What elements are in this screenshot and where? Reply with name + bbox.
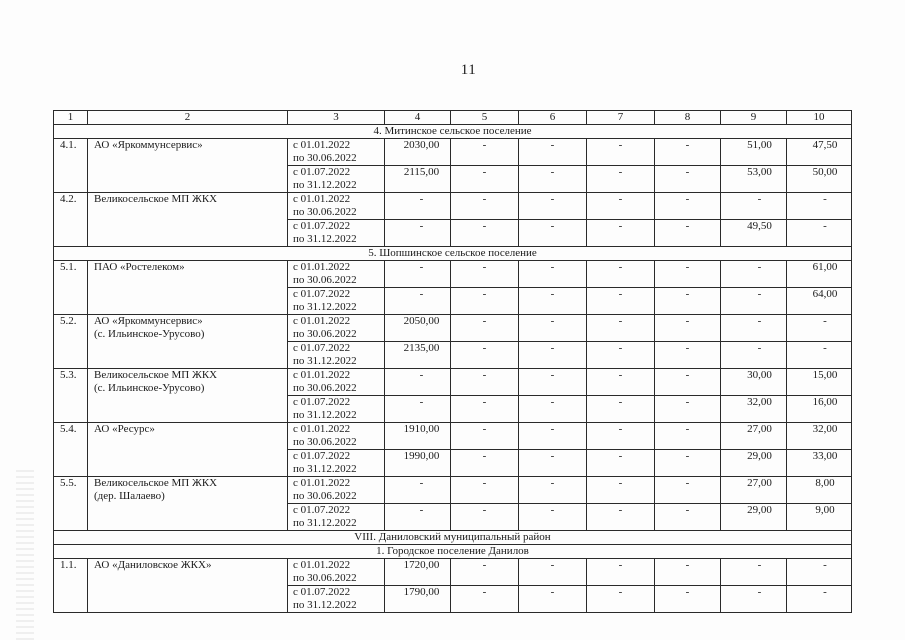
period-line: с 01.07.2022 xyxy=(293,288,351,300)
value-cell-col4: - xyxy=(385,369,451,396)
value-cell-col9: 53,00 xyxy=(721,166,787,193)
value-cell-col9: - xyxy=(721,193,787,220)
period-line: по 30.06.2022 xyxy=(293,328,357,340)
column-number-3: 3 xyxy=(288,111,385,125)
value-cell-col5: - xyxy=(451,315,519,342)
value-cell-col8: - xyxy=(655,369,721,396)
value-cell-col6: - xyxy=(519,166,587,193)
value-cell-col9: 29,00 xyxy=(721,504,787,531)
value-cell-col6: - xyxy=(519,423,587,450)
value-cell-col10: 16,00 xyxy=(787,396,852,423)
value-cell-col9: 32,00 xyxy=(721,396,787,423)
column-number-row xyxy=(54,111,852,125)
value-cell-col4: - xyxy=(385,193,451,220)
value-cell-col10: 32,00 xyxy=(787,423,852,450)
value-cell-col8: - xyxy=(655,504,721,531)
period-cell xyxy=(288,586,385,613)
organization-name xyxy=(88,193,288,247)
value-cell-col6: - xyxy=(519,504,587,531)
period-cell xyxy=(288,166,385,193)
column-number-1: 1 xyxy=(54,111,88,125)
period-line: по 31.12.2022 xyxy=(293,301,357,313)
value-cell-col4: 2030,00 xyxy=(385,139,451,166)
value-cell-col4: - xyxy=(385,220,451,247)
value-cell-col5: - xyxy=(451,450,519,477)
value-cell-col6: - xyxy=(519,396,587,423)
value-cell-col7: - xyxy=(587,315,655,342)
value-cell-col9: 29,00 xyxy=(721,450,787,477)
period-line: по 30.06.2022 xyxy=(293,572,357,584)
period-line: по 31.12.2022 xyxy=(293,179,357,191)
period-cell xyxy=(288,477,385,504)
value-cell-col10: - xyxy=(787,315,852,342)
value-cell-col6: - xyxy=(519,559,587,586)
organization-name-line: АО «Ресурс» xyxy=(94,423,155,435)
value-cell-col5: - xyxy=(451,261,519,288)
period-line: с 01.01.2022 xyxy=(293,477,351,489)
value-cell-col8: - xyxy=(655,315,721,342)
value-cell-col5: - xyxy=(451,369,519,396)
value-cell-col8: - xyxy=(655,166,721,193)
item-number: 5.5. xyxy=(54,477,88,531)
value-cell-col6: - xyxy=(519,369,587,396)
period-line: по 31.12.2022 xyxy=(293,463,357,475)
value-cell-col7: - xyxy=(587,220,655,247)
value-cell-col8: - xyxy=(655,477,721,504)
organization-name-line: АО «Яркоммунсервис» xyxy=(94,315,203,327)
value-cell-col5: - xyxy=(451,220,519,247)
section-row xyxy=(54,125,852,139)
value-cell-col5: - xyxy=(451,193,519,220)
period-cell xyxy=(288,504,385,531)
period-line: с 01.01.2022 xyxy=(293,423,351,435)
value-cell-col10: - xyxy=(787,559,852,586)
period-cell xyxy=(288,369,385,396)
value-cell-col8: - xyxy=(655,193,721,220)
period-line: с 01.01.2022 xyxy=(293,139,351,151)
value-cell-col7: - xyxy=(587,586,655,613)
section-title: VIII. Даниловский муниципальный район xyxy=(54,531,852,545)
value-cell-col8: - xyxy=(655,559,721,586)
scan-margin-artifact xyxy=(16,470,34,640)
value-cell-col4: - xyxy=(385,396,451,423)
value-cell-col5: - xyxy=(451,166,519,193)
value-cell-col7: - xyxy=(587,369,655,396)
organization-name-line: (дер. Шалаево) xyxy=(94,490,165,502)
value-cell-col10: - xyxy=(787,586,852,613)
period-line: по 30.06.2022 xyxy=(293,436,357,448)
value-cell-col5: - xyxy=(451,139,519,166)
column-number-4: 4 xyxy=(385,111,451,125)
value-cell-col10: - xyxy=(787,220,852,247)
organization-name-line: (с. Ильинское-Урусово) xyxy=(94,382,205,394)
value-cell-col6: - xyxy=(519,342,587,369)
value-cell-col9: - xyxy=(721,586,787,613)
period-line: по 31.12.2022 xyxy=(293,517,357,529)
value-cell-col8: - xyxy=(655,396,721,423)
column-number-5: 5 xyxy=(451,111,519,125)
period-cell xyxy=(288,220,385,247)
period-cell xyxy=(288,315,385,342)
table-row xyxy=(54,315,852,342)
period-line: по 30.06.2022 xyxy=(293,274,357,286)
column-number-9: 9 xyxy=(721,111,787,125)
period-line: с 01.01.2022 xyxy=(293,559,351,571)
value-cell-col7: - xyxy=(587,261,655,288)
period-line: по 30.06.2022 xyxy=(293,206,357,218)
value-cell-col9: 27,00 xyxy=(721,423,787,450)
item-number: 4.2. xyxy=(54,193,88,247)
item-number: 5.4. xyxy=(54,423,88,477)
period-line: по 31.12.2022 xyxy=(293,355,357,367)
period-cell xyxy=(288,450,385,477)
item-number: 1.1. xyxy=(54,559,88,613)
period-line: по 30.06.2022 xyxy=(293,490,357,502)
table-row xyxy=(54,193,852,220)
period-line: с 01.07.2022 xyxy=(293,586,351,598)
value-cell-col4: - xyxy=(385,477,451,504)
period-line: с 01.07.2022 xyxy=(293,342,351,354)
organization-name xyxy=(88,139,288,193)
table-row xyxy=(54,559,852,586)
value-cell-col10: 15,00 xyxy=(787,369,852,396)
value-cell-col8: - xyxy=(655,586,721,613)
value-cell-col9: 49,50 xyxy=(721,220,787,247)
value-cell-col7: - xyxy=(587,504,655,531)
section-title: 1. Городское поселение Данилов xyxy=(54,545,852,559)
organization-name xyxy=(88,477,288,531)
value-cell-col5: - xyxy=(451,423,519,450)
column-number-6: 6 xyxy=(519,111,587,125)
organization-name xyxy=(88,261,288,315)
value-cell-col4: 2135,00 xyxy=(385,342,451,369)
tariff-table xyxy=(53,110,852,613)
organization-name-line: Великосельское МП ЖКХ xyxy=(94,477,218,489)
value-cell-col6: - xyxy=(519,315,587,342)
value-cell-col8: - xyxy=(655,288,721,315)
value-cell-col5: - xyxy=(451,342,519,369)
organization-name-line: ПАО «Ростелеком» xyxy=(94,261,185,273)
section-row xyxy=(54,247,852,261)
value-cell-col10: 9,00 xyxy=(787,504,852,531)
period-line: с 01.01.2022 xyxy=(293,369,351,381)
period-line: с 01.07.2022 xyxy=(293,220,351,232)
period-cell xyxy=(288,342,385,369)
period-line: с 01.01.2022 xyxy=(293,315,351,327)
organization-name xyxy=(88,369,288,423)
period-line: с 01.07.2022 xyxy=(293,166,351,178)
value-cell-col6: - xyxy=(519,288,587,315)
section-row xyxy=(54,545,852,559)
value-cell-col7: - xyxy=(587,166,655,193)
value-cell-col8: - xyxy=(655,342,721,369)
period-line: с 01.01.2022 xyxy=(293,193,351,205)
period-line: по 31.12.2022 xyxy=(293,599,357,611)
value-cell-col9: - xyxy=(721,559,787,586)
value-cell-col10: 61,00 xyxy=(787,261,852,288)
period-line: с 01.07.2022 xyxy=(293,396,351,408)
value-cell-col9: 30,00 xyxy=(721,369,787,396)
value-cell-col9: 27,00 xyxy=(721,477,787,504)
value-cell-col5: - xyxy=(451,396,519,423)
value-cell-col8: - xyxy=(655,423,721,450)
period-line: по 31.12.2022 xyxy=(293,409,357,421)
value-cell-col4: 2050,00 xyxy=(385,315,451,342)
column-number-7: 7 xyxy=(587,111,655,125)
column-number-10: 10 xyxy=(787,111,852,125)
value-cell-col7: - xyxy=(587,477,655,504)
value-cell-col8: - xyxy=(655,450,721,477)
value-cell-col9: - xyxy=(721,288,787,315)
value-cell-col6: - xyxy=(519,261,587,288)
value-cell-col5: - xyxy=(451,288,519,315)
organization-name xyxy=(88,559,288,613)
item-number: 5.2. xyxy=(54,315,88,369)
organization-name xyxy=(88,315,288,369)
value-cell-col4: - xyxy=(385,288,451,315)
period-cell xyxy=(288,559,385,586)
value-cell-col5: - xyxy=(451,586,519,613)
section-title: 4. Митинское сельское поселение xyxy=(54,125,852,139)
value-cell-col4: - xyxy=(385,261,451,288)
organization-name-line: Великосельское МП ЖКХ xyxy=(94,369,218,381)
value-cell-col6: - xyxy=(519,220,587,247)
value-cell-col9: - xyxy=(721,261,787,288)
value-cell-col9: - xyxy=(721,315,787,342)
table-row xyxy=(54,139,852,166)
value-cell-col10: 64,00 xyxy=(787,288,852,315)
period-line: по 30.06.2022 xyxy=(293,152,357,164)
value-cell-col9: 51,00 xyxy=(721,139,787,166)
value-cell-col7: - xyxy=(587,342,655,369)
value-cell-col4: 1910,00 xyxy=(385,423,451,450)
period-cell xyxy=(288,193,385,220)
value-cell-col8: - xyxy=(655,220,721,247)
section-row xyxy=(54,531,852,545)
period-line: по 30.06.2022 xyxy=(293,382,357,394)
period-line: с 01.07.2022 xyxy=(293,504,351,516)
organization-name-line: (с. Ильинское-Урусово) xyxy=(94,328,205,340)
value-cell-col7: - xyxy=(587,139,655,166)
period-cell xyxy=(288,139,385,166)
value-cell-col7: - xyxy=(587,423,655,450)
organization-name xyxy=(88,423,288,477)
value-cell-col6: - xyxy=(519,450,587,477)
value-cell-col4: 1990,00 xyxy=(385,450,451,477)
column-number-2: 2 xyxy=(88,111,288,125)
table-row xyxy=(54,369,852,396)
period-cell xyxy=(288,423,385,450)
value-cell-col8: - xyxy=(655,139,721,166)
period-line: с 01.01.2022 xyxy=(293,261,351,273)
value-cell-col4: 1790,00 xyxy=(385,586,451,613)
value-cell-col7: - xyxy=(587,288,655,315)
item-number: 4.1. xyxy=(54,139,88,193)
page-number: 11 xyxy=(460,62,477,78)
period-cell xyxy=(288,396,385,423)
period-line: по 31.12.2022 xyxy=(293,233,357,245)
section-title: 5. Шопшинское сельское поселение xyxy=(54,247,852,261)
table-row xyxy=(54,477,852,504)
value-cell-col6: - xyxy=(519,139,587,166)
value-cell-col7: - xyxy=(587,450,655,477)
table-body xyxy=(54,111,852,613)
value-cell-col8: - xyxy=(655,261,721,288)
value-cell-col10: 50,00 xyxy=(787,166,852,193)
organization-name-line: АО «Яркоммунсервис» xyxy=(94,139,203,151)
value-cell-col5: - xyxy=(451,477,519,504)
value-cell-col7: - xyxy=(587,559,655,586)
period-cell xyxy=(288,288,385,315)
period-cell xyxy=(288,261,385,288)
value-cell-col10: - xyxy=(787,342,852,369)
value-cell-col9: - xyxy=(721,342,787,369)
value-cell-col7: - xyxy=(587,396,655,423)
value-cell-col6: - xyxy=(519,586,587,613)
value-cell-col10: 47,50 xyxy=(787,139,852,166)
value-cell-col6: - xyxy=(519,193,587,220)
table-row xyxy=(54,423,852,450)
value-cell-col4: 2115,00 xyxy=(385,166,451,193)
value-cell-col4: - xyxy=(385,504,451,531)
value-cell-col5: - xyxy=(451,504,519,531)
value-cell-col5: - xyxy=(451,559,519,586)
value-cell-col6: - xyxy=(519,477,587,504)
item-number: 5.1. xyxy=(54,261,88,315)
value-cell-col10: 33,00 xyxy=(787,450,852,477)
period-line: с 01.07.2022 xyxy=(293,450,351,462)
item-number: 5.3. xyxy=(54,369,88,423)
value-cell-col4: 1720,00 xyxy=(385,559,451,586)
value-cell-col10: - xyxy=(787,193,852,220)
organization-name-line: Великосельское МП ЖКХ xyxy=(94,193,218,205)
column-number-8: 8 xyxy=(655,111,721,125)
organization-name-line: АО «Даниловское ЖКХ» xyxy=(94,559,212,571)
value-cell-col10: 8,00 xyxy=(787,477,852,504)
value-cell-col7: - xyxy=(587,193,655,220)
table-row xyxy=(54,261,852,288)
tariff-table-container xyxy=(53,110,852,613)
